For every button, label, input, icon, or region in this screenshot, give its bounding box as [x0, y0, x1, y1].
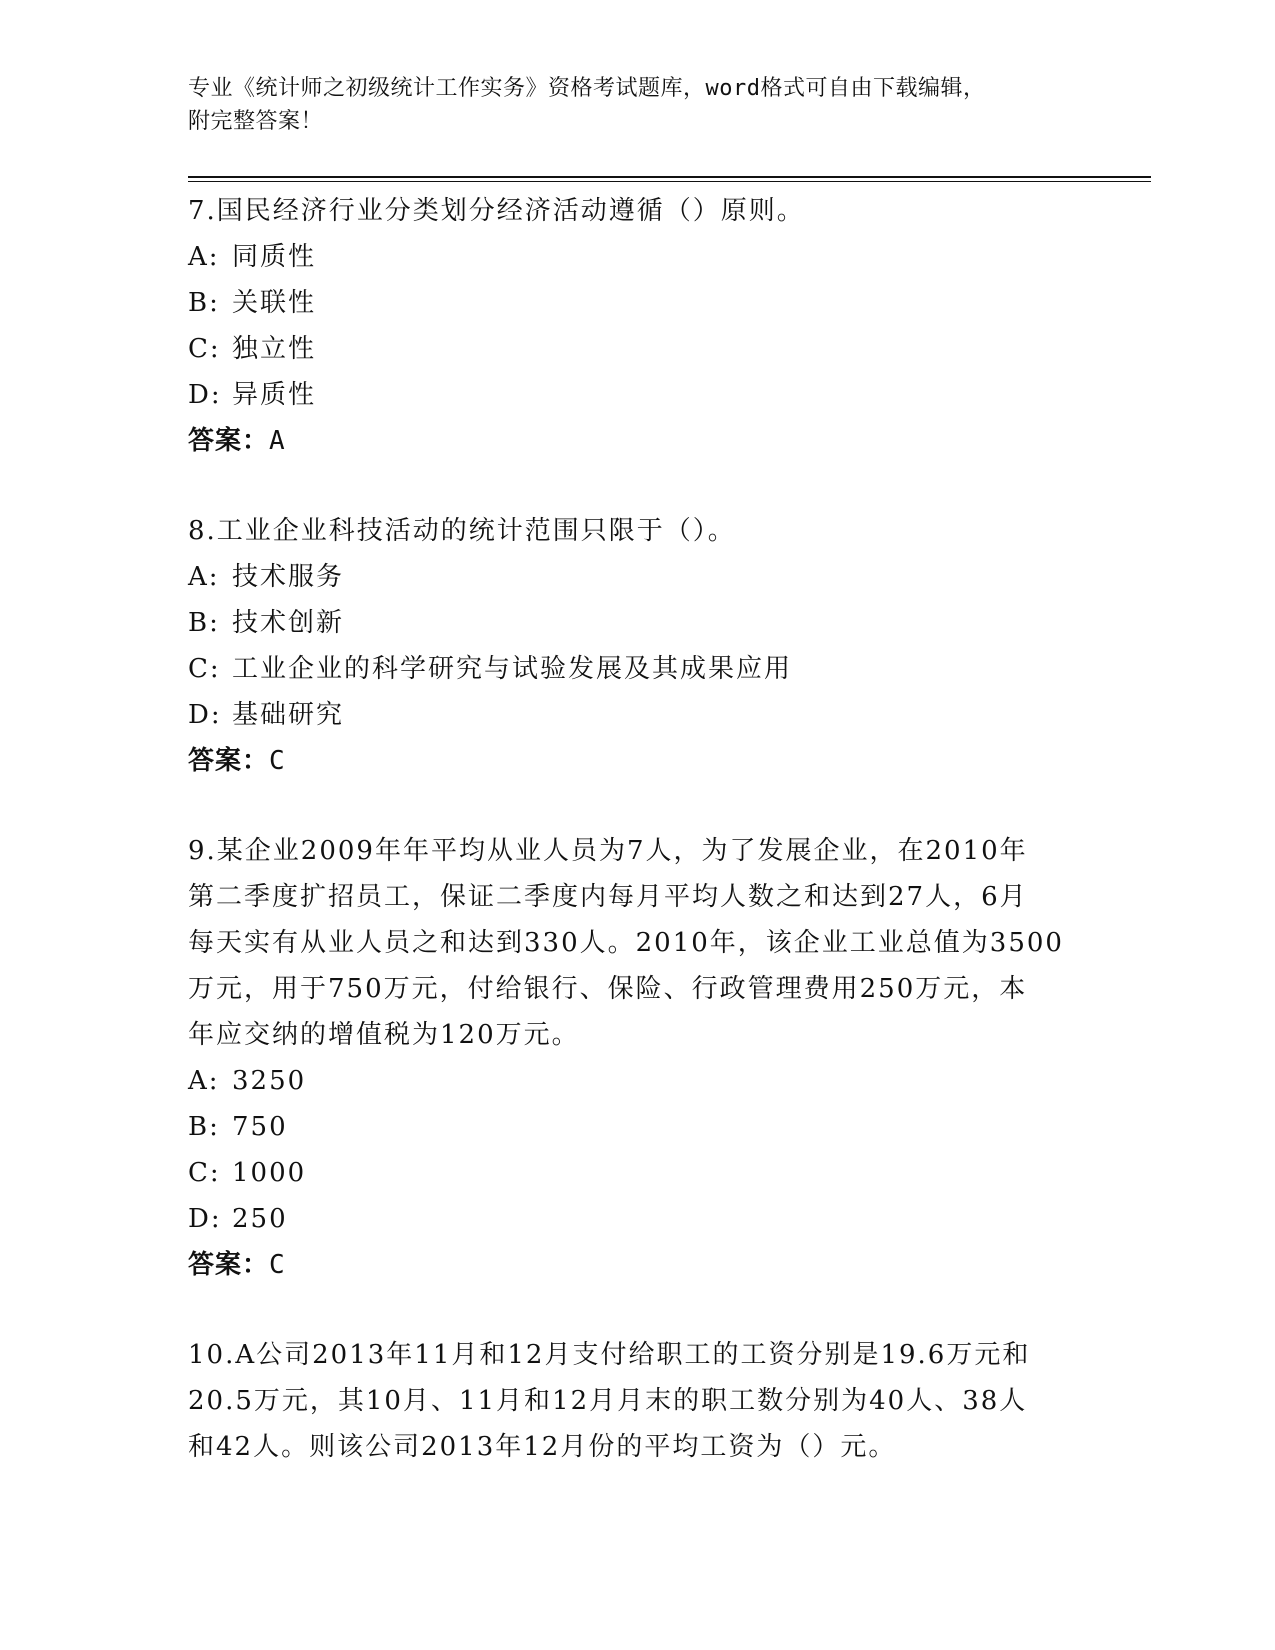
answer-value: A: [269, 426, 286, 456]
option-letter: A:: [188, 1066, 220, 1096]
option-letter: B:: [188, 608, 220, 638]
option-letter: A:: [188, 562, 220, 592]
option-letter: C:: [188, 654, 221, 684]
header-intro-line-2: 附完整答案！: [188, 109, 324, 134]
option-text: 技术创新: [232, 608, 345, 638]
header-divider-thin: [188, 181, 1151, 182]
option-text: 同质性: [232, 242, 317, 272]
answer-line: [188, 418, 1088, 464]
option-c: [188, 646, 1088, 692]
question-stem-line: 和42人。则该公司2013年12月份的平均工资为（）元。: [188, 1432, 897, 1462]
question-stem-line: 10.A公司2013年11月和12月支付给职工的工资分别是19.6万元和: [188, 1340, 1031, 1370]
option-d: [188, 372, 1088, 418]
option-text: 1000: [232, 1158, 307, 1188]
question-9: [188, 828, 1088, 1288]
answer-line: [188, 738, 1088, 784]
question-7: [188, 188, 1088, 464]
option-a: [188, 234, 1088, 280]
option-c: [188, 1150, 1088, 1196]
question-stem-line: 每天实有从业人员之和达到330人。2010年，该企业工业总值为3500: [188, 928, 1064, 958]
option-letter: D:: [188, 700, 222, 730]
option-d: [188, 692, 1088, 738]
question-stem: [188, 1332, 1088, 1470]
option-c: [188, 326, 1088, 372]
option-letter: B:: [188, 288, 220, 318]
question-stem-line: 20.5万元，其10月、11月和12月月末的职工数分别为40人、38人: [188, 1386, 1028, 1416]
question-stem: 7.国民经济行业分类划分经济活动遵循（）原则。: [188, 196, 805, 226]
answer-value: C: [269, 1250, 286, 1280]
question-10: [188, 1332, 1088, 1470]
answer-line: [188, 1242, 1088, 1288]
option-text: 基础研究: [232, 700, 345, 730]
option-b: [188, 1104, 1088, 1150]
option-text: 关联性: [232, 288, 317, 318]
option-a: [188, 1058, 1088, 1104]
question-stem-line: 第二季度扩招员工，保证二季度内每月平均人数之和达到27人，6月: [188, 882, 1028, 912]
answer-label: 答案：: [188, 1250, 270, 1280]
option-text: 3250: [232, 1066, 307, 1096]
option-letter: D:: [188, 1204, 222, 1234]
header-intro-line-1: 专业《统计师之初级统计工作实务》资格考试题库，word格式可自由下载编辑，: [188, 76, 986, 101]
option-text: 异质性: [232, 380, 317, 410]
option-text: 独立性: [232, 334, 317, 364]
question-stem-line: 年应交纳的增值税为120万元。: [188, 1020, 580, 1050]
question-8: [188, 508, 1088, 784]
option-letter: A:: [188, 242, 220, 272]
option-b: [188, 600, 1088, 646]
option-b: [188, 280, 1088, 326]
question-stem: 8.工业企业科技活动的统计范围只限于（）。: [188, 516, 736, 546]
option-letter: C:: [188, 334, 221, 364]
question-stem-line: 万元，用于750万元，付给银行、保险、行政管理费用250万元，本: [188, 974, 1028, 1004]
option-text: 技术服务: [232, 562, 345, 592]
answer-value: C: [269, 746, 286, 776]
question-stem-line: 9.某企业2009年年平均从业人员为7人，为了发展企业，在2010年: [188, 836, 1028, 866]
option-letter: D:: [188, 380, 222, 410]
option-d: [188, 1196, 1088, 1242]
option-letter: B:: [188, 1112, 220, 1142]
answer-label: 答案：: [188, 746, 270, 776]
option-text: 工业企业的科学研究与试验发展及其成果应用: [232, 654, 793, 684]
option-text: 250: [232, 1204, 288, 1234]
question-stem: [188, 828, 1088, 1058]
header-divider-thick: [188, 176, 1151, 178]
option-a: [188, 554, 1088, 600]
document-header: [188, 72, 1068, 138]
option-letter: C:: [188, 1158, 221, 1188]
option-text: 750: [232, 1112, 288, 1142]
answer-label: 答案：: [188, 426, 270, 456]
